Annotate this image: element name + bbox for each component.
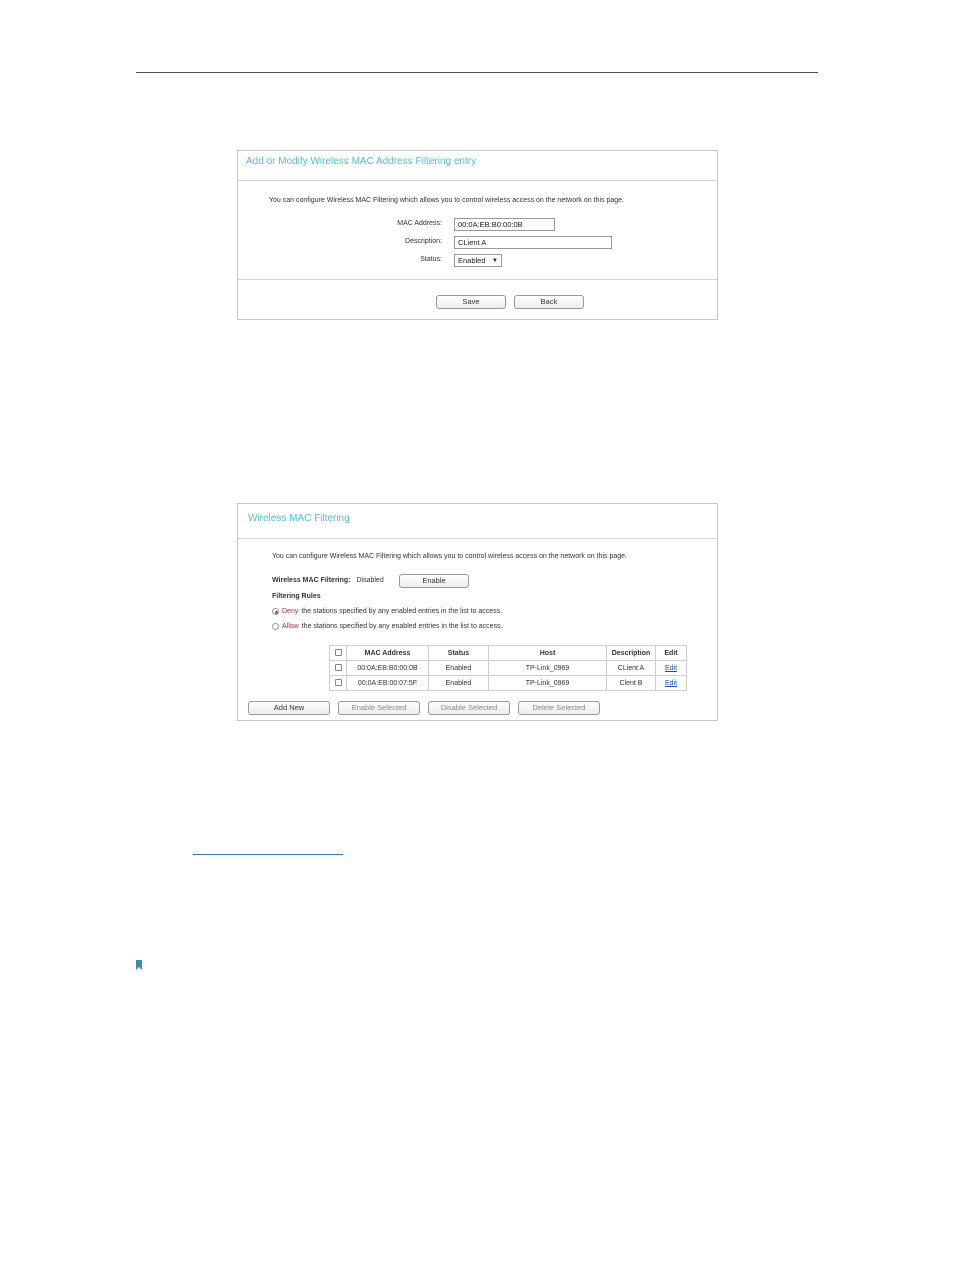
edit-cell [656, 661, 687, 676]
row-checkbox[interactable] [335, 679, 342, 686]
edit-link[interactable]: Edit [664, 664, 678, 672]
column-header: Description [607, 646, 656, 661]
column-header: Status [429, 646, 489, 661]
description-label: Description: [405, 238, 442, 245]
row-select-cell [330, 676, 347, 691]
filtering-status-row [272, 577, 384, 584]
back-button[interactable]: Back [514, 295, 584, 309]
deny-rule-option[interactable] [272, 608, 502, 615]
enable-button[interactable]: Enable [399, 574, 469, 588]
column-header: MAC Address [347, 646, 429, 661]
row-checkbox[interactable] [335, 664, 342, 671]
column-header: Host [489, 646, 607, 661]
mac-cell: 00:0A:EB:B0:00:0B [347, 661, 429, 676]
host-cell: TP-Link_0969 [489, 676, 607, 691]
edit-cell [656, 676, 687, 691]
description-input[interactable]: CLient A [454, 236, 612, 249]
select-all-checkbox[interactable] [335, 649, 342, 656]
column-header: Edit [656, 646, 687, 661]
page-description: You can configure Wireless MAC Filtering which allows you to control wireless access on the network on this page. [269, 197, 624, 204]
deny-text: the stations specified by any enabled entries in the list to access. [301, 608, 503, 615]
divider [238, 538, 717, 539]
status-cell: Enabled [429, 661, 489, 676]
add-new-button[interactable]: Add New [248, 701, 330, 715]
status-cell: Enabled [429, 676, 489, 691]
select-all-cell [330, 646, 347, 661]
allow-radio[interactable] [272, 623, 279, 630]
delete-selected-button[interactable]: Delete Selected [518, 701, 600, 715]
table-row [330, 661, 687, 676]
hyperlink-underline[interactable] [193, 854, 343, 855]
deny-radio[interactable] [272, 608, 279, 615]
filtering-rules-label: Filtering Rules [272, 593, 321, 600]
filtering-label: Wireless MAC Filtering: [272, 577, 351, 584]
mac-filter-table [329, 645, 687, 691]
deny-word: Deny [282, 608, 299, 615]
bookmark-icon [136, 960, 142, 970]
header-divider [136, 72, 818, 73]
status-label: Status: [420, 256, 442, 263]
enable-selected-button[interactable]: Enable Selected [338, 701, 420, 715]
table-row [330, 676, 687, 691]
edit-link[interactable]: Edit [664, 679, 678, 687]
host-cell: TP-Link_0969 [489, 661, 607, 676]
status-select-value: Enabled [458, 256, 486, 265]
divider [238, 180, 717, 181]
save-button[interactable]: Save [436, 295, 506, 309]
allow-rule-option[interactable] [272, 623, 503, 630]
description-cell: Clent B [607, 676, 656, 691]
mac-cell: 00:0A:EB:00:07:5F [347, 676, 429, 691]
table-header-row [330, 646, 687, 661]
wireless-mac-filtering-panel [237, 503, 718, 721]
panel-title: Wireless MAC Filtering [248, 513, 350, 524]
mac-address-input[interactable]: 00:0A:EB:B0:00:0B [454, 218, 555, 231]
panel-title: Add or Modify Wireless MAC Address Filtering entry [246, 156, 477, 167]
disable-selected-button[interactable]: Disable Selected [428, 701, 510, 715]
page-description: You can configure Wireless MAC Filtering which allows you to control wireless access on the network on this page. [272, 553, 627, 560]
mac-address-label: MAC Address: [397, 220, 442, 227]
allow-text: the stations specified by any enabled entries in the list to access. [301, 623, 503, 630]
description-cell: CLient A [607, 661, 656, 676]
allow-word: Allow [282, 623, 299, 630]
divider [238, 279, 717, 280]
row-select-cell [330, 661, 347, 676]
filtering-state: Disabled [356, 577, 384, 584]
status-select[interactable] [454, 254, 502, 267]
add-modify-entry-panel [237, 150, 718, 320]
caret-down-icon: ▼ [492, 258, 498, 264]
